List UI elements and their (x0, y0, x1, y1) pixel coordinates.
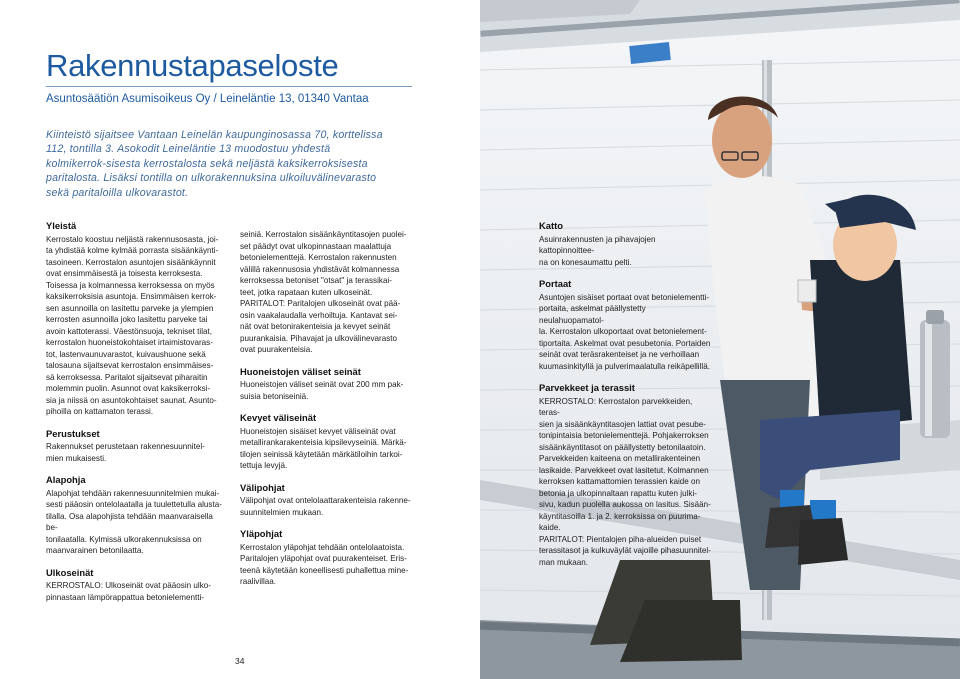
section-text: seiniä. Kerrostalon sisäänkäyntitasojen puolei- set päädyt ovat ulkopinnastaan maalattuja betonielementtejä. Kerrostalon rakennusten välillä rakennusosia yhdistävät kolmannessa kerroksessa betoniset "otsat" ja terassikai- teet, jotka rapataan kuten ulkoseinät. PARITALOT: Paritalojen ulkoseinät ovat pää- osin vaakalaudalla verhoiltuja. Kantavat sei- nät ovat betonirakenteisia ja kevyet seinät puurankaisia. Pihavajat ja ulkovälinevarasto ovat puurakenteisia. (240, 230, 407, 354)
section-heading: Yläpohjat (240, 528, 283, 539)
section-heading: Välipohjat (240, 481, 285, 493)
intro-paragraph: Kiinteistö sijaitsee Vantaan Leinelän kaupunginosassa 70, korttelissa 112, tontilla 3. Asokodit Leineläntie 13 muodostuu yhdestä kolmikerrok-sisesta kerrostalosta sekä neljästä kaksikerroksisesta paritalosta. Lisäksi tontilla on ulkorakennuksina ulkoiluvälinevarasto sekä paritaloilla ulkovarastot. (46, 129, 383, 199)
section-text: Huoneistojen väliset seinät ovat 200 mm pak- suisia betoniseiniä. (240, 380, 404, 401)
section-heading: Yleistä (46, 220, 77, 231)
section-heading: Perustukset (46, 427, 100, 439)
section-heading: Parvekkeet ja terassit (539, 382, 635, 393)
text-column-2 (240, 229, 412, 588)
text-column-3 (539, 220, 711, 568)
section-heading: Kevyet väliseinät (240, 412, 317, 423)
section-text: Kerrostalo koostuu neljästä rakennusosasta, joi- ta yhdistää kolme kylmää porrasta sisäänkäynti- tasoineen. Kerrostalon asuntojen sisäänkäynnit ovat ensimmäisestä ja toisesta kerroksesta. Toisessa ja kolmannessa kerroksessa on myös kaksikerroksisia asuntoja. Ensimmäisen kerrok- sen asunnoilla on lasitettu parveke ja ylempien kerrosten asunnoilla joko lasitettu parveke tai avoin kattoterassi. Väestönsuoja, tekniset tilat, kerrostalon huoneistokohtaiset irtaimistovaras- tot, lastenvaunuvarastot, kuivaushuone sekä talosauna sijaitsevat kerrostalon ensimmäises- sä kerroksessa. Paritalot sijaitsevat piharaitin molemmin puolin. Asunnot ovat kaksikerroksi- sia ja niissä on asuntokohtaiset saunat. Asunto- pihoilla on kattamaton terassi. (46, 234, 219, 416)
section-heading: Alapohja (46, 474, 86, 485)
section-text: Välipohjat ovat ontelolaattarakenteisia rakenne- suunnitelmien mukaan. (240, 496, 411, 517)
section-text: Asuinrakennusten ja pihavajojen kattopinnoittee- na on konesaumattu pelti. (539, 234, 656, 267)
text-column-1 (46, 220, 222, 603)
page-title: Rakennustapaseloste (46, 48, 339, 83)
page-number: 34 (235, 656, 245, 666)
section-heading: Huoneistojen väliset seinät (240, 365, 361, 377)
section-heading: Ulkoseinät (46, 566, 94, 578)
section-text: Alapohjat tehdään rakennesuunnitelmien mukai- sesti pääosin ontelolaatalla ja tuulettetulla alusta- tilalla. Osa alapohjista tehdään maanvaraisella be- tonilaatalla. Kylmissä ulkorakennuksissa on maanvarainen betonilaatta. (46, 488, 222, 555)
section-text: Kerrostalon yläpohjat tehdään ontelolaatoista. Paritalojen yläpohjat ovat puurakenteiset. Eris- teenä käytetään koneellisesti puhallettua mine- raalivillaa. (240, 542, 409, 586)
section-text: Rakennukset perustetaan rakennesuunnitel- mien mukaisesti. (46, 442, 205, 463)
section-text: KERROSTALO: Kerrostalon parvekkeiden, teras- sien ja sisäänkäyntitasojen lattiat ovat pesube- tonipintaisia betonielementtejä. Pohjakerroksen sisäänkäyntitasot on päällystetty betonilaatoin. Parvekkeiden kaiteena on metallirakenteinen lasikaide. Parvekkeet ovat lasitetut. Kolmannen kerroksen kattamattomien terassien kaide on betonia ja ulkopinnaltaan rapattu kuten julki- sivu, kadun puolella aukossa on lasitus. Sisään- käyntitasoilla 1. ja 2. kerroksissa on puurima- kaide. PARITALOT: Pientalojen piha-alueiden puiset terassitasot ja kulkuväylät vajoille pihasuunnitel- man mukaan. (539, 396, 711, 567)
section-text: Asuntojen sisäiset portaat ovat betonielementti- portaita, askelmat päällystetty neulahuopamatol- la. Kerrostalon ulkoportaat ovat betonielement- tiportaita. Askelmat ovat pesubetonia. Portaiden seinät ovat teräsrakenteiset ja ne verhoillaan kuumasinkityllä ja pulverimaalatulla reikäpellillä. (539, 292, 711, 371)
title-divider (46, 86, 412, 87)
section-heading: Katto (539, 220, 563, 231)
section-text: Huoneistojen sisäiset kevyet väliseinät ovat metallirankarakenteisia kipsilevyseiniä. Märkä- tilojen seinissä käytetään märkätiloihin tarkoi- tettuja levyjä. (240, 426, 407, 470)
section-text: KERROSTALO: Ulkoseinät ovat pääosin ulko- pinnastaan lämpörappattua betonielementti- (46, 581, 211, 602)
section-heading: Portaat (539, 278, 572, 289)
page-subtitle: Asuntosäätiön Asumisoikeus Oy / Leineläntie 13, 01340 Vantaa (46, 93, 369, 105)
